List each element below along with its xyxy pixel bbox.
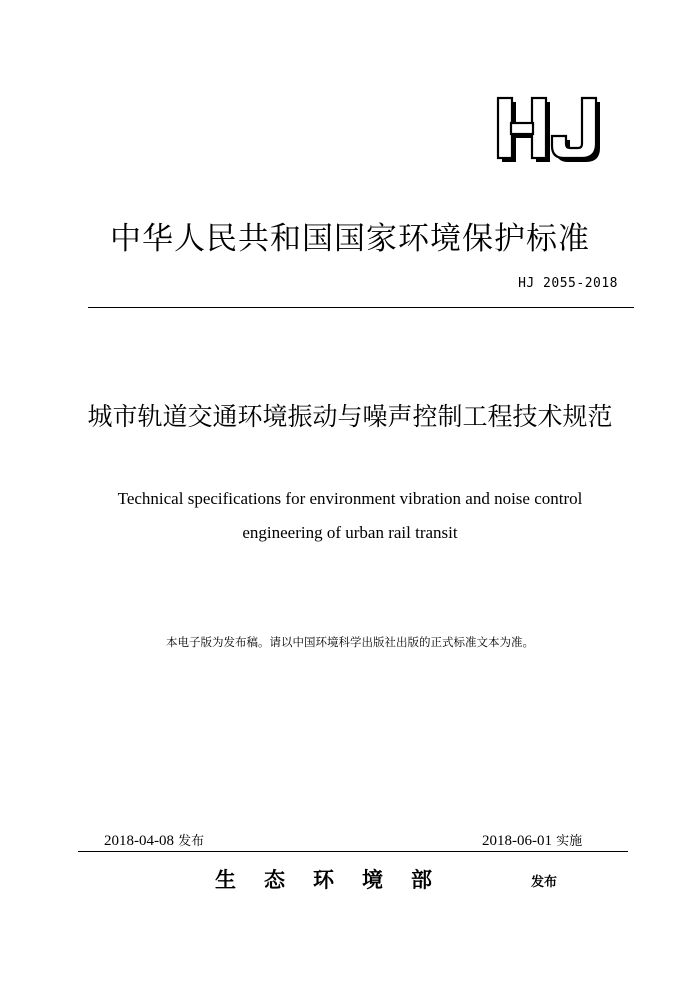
- issuing-authority: 生态环境部: [215, 868, 460, 892]
- issue-date: 2018-04-08: [104, 833, 174, 849]
- header-divider: [88, 307, 634, 308]
- issuer-action-label: 发布: [531, 875, 558, 890]
- hj-logo: [488, 86, 618, 172]
- electronic-version-notice: 本电子版为发布稿。请以中国环境科学出版社出版的正式标准文本为准。: [166, 635, 534, 649]
- issue-label: 发布: [178, 834, 205, 849]
- issue-date-line: [104, 830, 204, 850]
- standard-category-title: 中华人民共和国国家环境保护标准: [110, 221, 590, 257]
- standard-title-chinese: 城市轨道交通环境振动与噪声控制工程技术规范: [87, 402, 613, 431]
- effective-date-line: [482, 830, 582, 850]
- english-title-line-1: Technical specifications for environment vibration and noise control: [117, 489, 583, 508]
- effective-date: 2018-06-01: [482, 833, 552, 849]
- footer-divider: [78, 851, 628, 852]
- standard-number: HJ 2055-2018: [518, 276, 618, 291]
- effective-label: 实施: [556, 834, 583, 849]
- standard-title-english: [30, 482, 670, 550]
- english-title-line-2: engineering of urban rail transit: [242, 523, 458, 542]
